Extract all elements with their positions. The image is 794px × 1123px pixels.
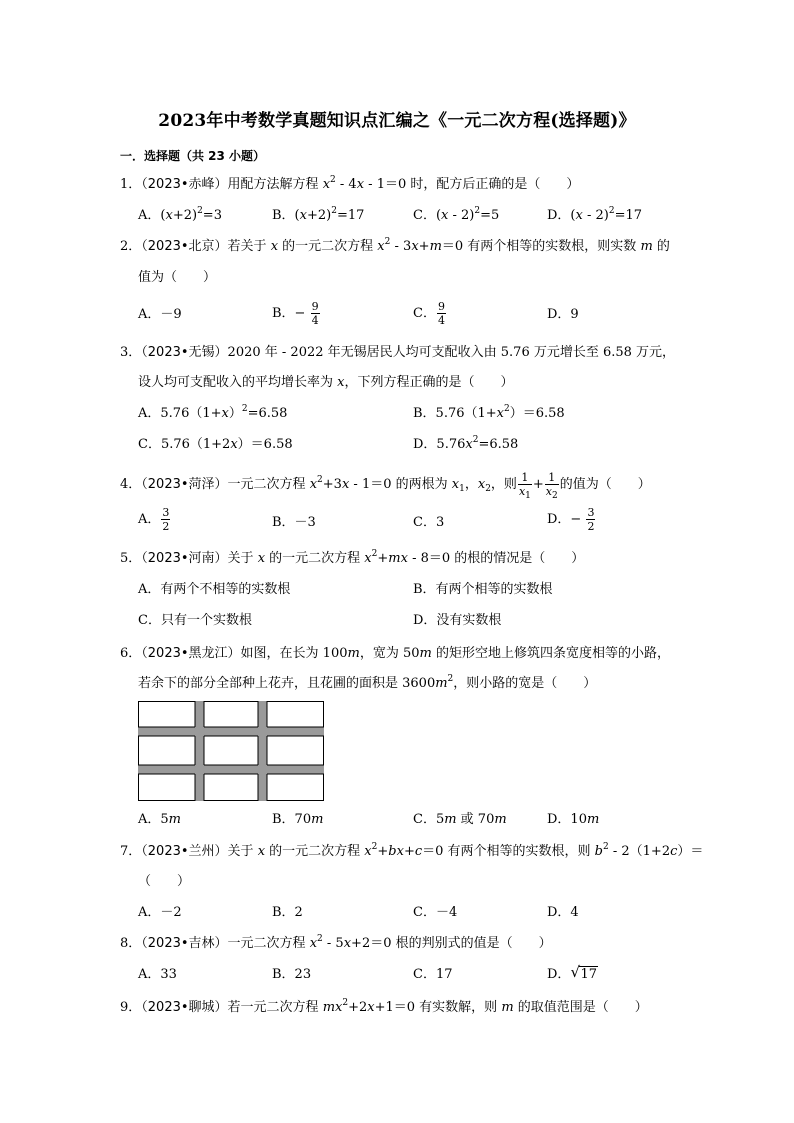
question-number: 4． bbox=[120, 477, 142, 492]
question-5 bbox=[120, 549, 680, 569]
option-a: A．$(x+2)^2=3$ bbox=[138, 206, 222, 223]
option-b: B．70m bbox=[272, 812, 324, 827]
vertical-path bbox=[195, 701, 204, 801]
question-text: 若关于 x 的一元二次方程 $x^2 - 3x+m=0$ 有两个相等的实数根，则实数 m 的 bbox=[227, 237, 670, 254]
page-title: 2023年中考数学真题知识点汇编之《一元二次方程(选择题)》 bbox=[158, 111, 636, 131]
question-source: （2023•赤峰） bbox=[141, 177, 228, 192]
question-number: 9． bbox=[120, 1000, 142, 1015]
option-c: C．17 bbox=[413, 967, 453, 982]
question-number: 6． bbox=[120, 646, 142, 661]
garden-path-diagram bbox=[138, 701, 324, 801]
question-text: 一元二次方程 $x^2+3x - 1=0$ 的两根为 $x_1$，$x_2$，则 $\frac{1}{x_1}$ + $\frac{1}{x_2}$ 的值为（ ） bbox=[227, 471, 651, 501]
option-a: A．5m bbox=[138, 812, 181, 827]
option-c: C． $\frac{9}{4}$ bbox=[413, 300, 445, 327]
option-c: C．(x - 2)$^2$=5 bbox=[413, 206, 500, 223]
question-6 bbox=[120, 644, 680, 664]
option-a: A．$5.76(1+x)^2=6.58$ bbox=[138, 404, 288, 421]
option-c: C．5.76（1+2x）＝6.58 bbox=[138, 437, 293, 452]
question-source: （2023•兰州） bbox=[141, 844, 228, 859]
question-number: 2． bbox=[120, 239, 142, 254]
question-8 bbox=[120, 934, 680, 954]
question-text: 用配方法解方程 $x^2 - 4x - 1=0$ 时，配方后正确的是（ ） bbox=[227, 175, 580, 192]
question-3 bbox=[120, 343, 680, 363]
horizontal-path bbox=[138, 727, 324, 736]
option-a: A．有两个不相等的实数根 bbox=[138, 582, 291, 597]
option-c: C．－4 bbox=[413, 905, 458, 920]
option-b: B．$5.76(1+x^2)=6.58$ bbox=[413, 404, 565, 421]
option-c: C．5m 或 70m bbox=[413, 812, 507, 827]
vertical-path bbox=[258, 701, 267, 801]
option-c: C．只有一个实数根 bbox=[138, 613, 252, 628]
question-text: 关于 x 的一元二次方程 $x^2+mx - 8=0$ 的根的情况是（ ） bbox=[227, 549, 585, 566]
question-text: 如图，在长为 100m，宽为 50m 的矩形空地上修筑四条宽度相等的小路， bbox=[240, 646, 670, 661]
question-text: 若一元二次方程 $mx^2+2x+1=0$ 有实数解，则 m 的取值范围是（ ） bbox=[227, 998, 648, 1015]
option-a: A．－2 bbox=[138, 905, 182, 920]
section-heading: 一．选择题（共 23 小题） bbox=[120, 149, 266, 163]
option-d: D．9 bbox=[547, 307, 579, 322]
question-7-line2: （ ） bbox=[138, 874, 191, 889]
question-text: 一元二次方程 $x^2 - 5x+2=0$ 根的判别式的值是（ ） bbox=[227, 934, 552, 951]
question-9 bbox=[120, 998, 680, 1018]
option-d: D．4 bbox=[547, 905, 579, 920]
question-source: （2023•无锡） bbox=[141, 345, 228, 360]
option-b: B．2 bbox=[272, 905, 303, 920]
option-b: B．23 bbox=[272, 967, 312, 982]
question-number: 7． bbox=[120, 844, 142, 859]
field-outline bbox=[139, 702, 324, 801]
horizontal-path bbox=[138, 765, 324, 774]
sqrt-symbol: √ 17 bbox=[570, 963, 597, 982]
question-2 bbox=[120, 237, 680, 257]
question-1 bbox=[120, 175, 680, 195]
question-source: （2023•黑龙江） bbox=[141, 646, 241, 661]
option-b: B．有两个相等的实数根 bbox=[413, 582, 553, 597]
option-d: D．10m bbox=[547, 812, 600, 827]
question-3-line2: 设人均可支配收入的平均增长率为 x，下列方程正确的是（ ） bbox=[138, 375, 514, 390]
question-text: 关于 x 的一元二次方程 $x^2+bx+c=0$ 有两个相等的实数根，则 $b^2 - 2(1+2c)=$ bbox=[227, 842, 704, 859]
question-number: 5． bbox=[120, 551, 142, 566]
question-4 bbox=[120, 471, 680, 501]
option-a: A．33 bbox=[138, 967, 177, 982]
option-c: C．3 bbox=[413, 515, 445, 530]
option-b: B．$(x+2)^2=17$ bbox=[272, 206, 365, 223]
question-number: 1． bbox=[120, 177, 142, 192]
option-d: D．− $\frac{3}{2}$ bbox=[547, 506, 595, 533]
question-source: （2023•河南） bbox=[141, 551, 228, 566]
question-number: 8． bbox=[120, 936, 142, 951]
option-d: D．没有实数根 bbox=[413, 613, 502, 628]
option-d: D．$5.76x^2=6.58$ bbox=[413, 435, 519, 452]
question-7 bbox=[120, 842, 704, 862]
option-a: A． $\frac{3}{2}$ bbox=[138, 506, 170, 533]
option-a: A．－9 bbox=[138, 307, 182, 322]
option-d: D． √ 17 bbox=[547, 965, 598, 985]
question-6-line2: 若余下的部分全部种上花卉，且花圃的面积是 $3600m^2$，则小路的宽是（ ） bbox=[138, 674, 597, 691]
question-number: 3． bbox=[120, 345, 142, 360]
option-b: B．− $\frac{9}{4}$ bbox=[272, 300, 319, 327]
question-source: （2023•吉林） bbox=[141, 936, 228, 951]
question-2-line2: 值为（ ） bbox=[138, 270, 217, 285]
question-source: （2023•聊城） bbox=[141, 1000, 228, 1015]
question-text: 2020 年 - 2022 年无锡居民人均可支配收入由 5.76 万元增长至 6.58 万元， bbox=[227, 345, 676, 360]
question-source: （2023•北京） bbox=[141, 239, 228, 254]
option-d: D．(x - 2)$^2$=17 bbox=[547, 206, 643, 223]
option-b: B．－3 bbox=[272, 515, 316, 530]
question-source: （2023•菏泽） bbox=[141, 477, 228, 492]
